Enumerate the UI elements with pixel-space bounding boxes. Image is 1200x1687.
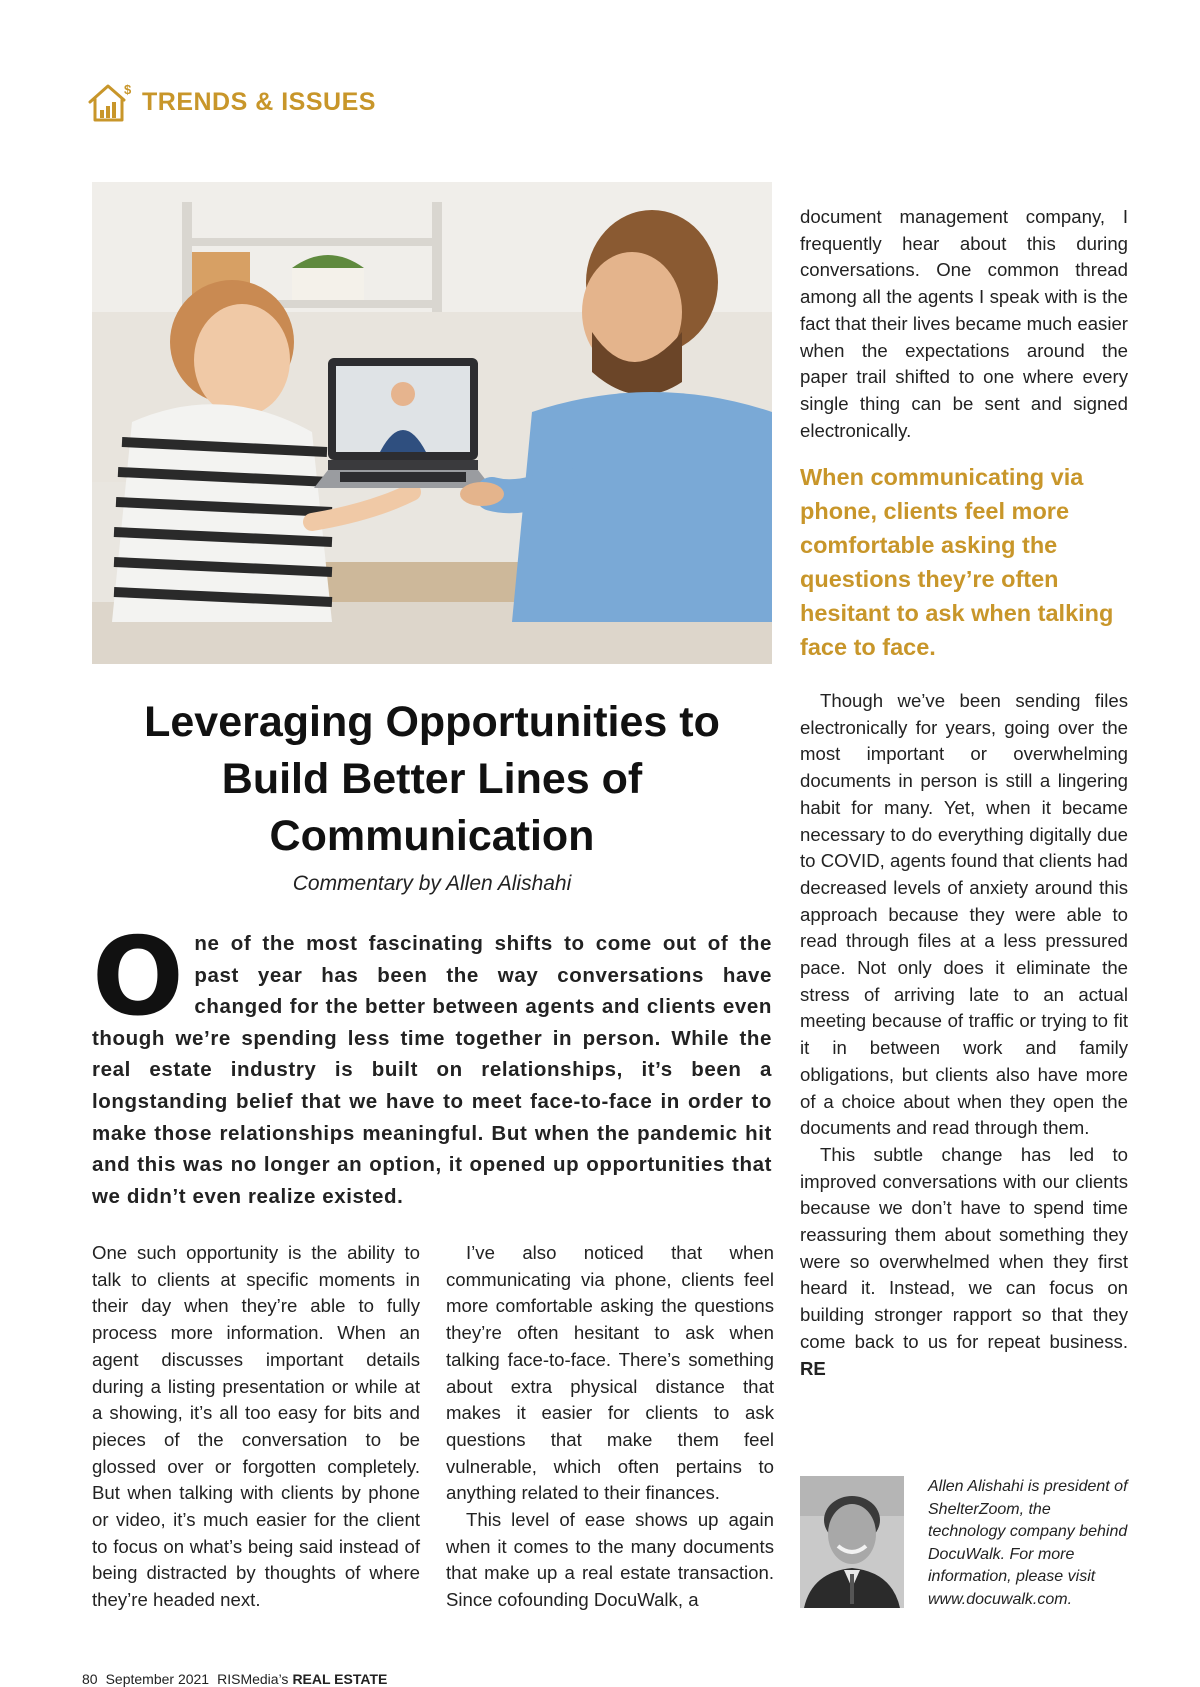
body-paragraph: Though we’ve been sending files electronically for years, going over the most important or overwhelming documents in person is still a lingering habit for many. Yet, when it became necessary to do everything digitally due to COVID, agents found that clients had decreased levels of anxiety around this approach because they were able to read through files at a less pressured pace. Not only does it eliminate the stress of arriving late to an actual meeting because of traffic or trying to fit it in between work and family obligations, but clients also have more of a choice about when they open the documents and read through them. (800, 690, 1128, 1139)
article-title: Leveraging Opportunities to Build Better Lines of Communication (144, 698, 720, 860)
publication-name: REAL ESTATE (292, 1671, 388, 1687)
issue-date: September 2021 (105, 1671, 210, 1687)
svg-text:$: $ (124, 82, 132, 97)
body-column-left (92, 1240, 420, 1614)
page-footer (82, 1671, 395, 1687)
publication-prefix: RISMedia’s (217, 1671, 289, 1687)
body-paragraph: document management company, I frequently hear about this during conversations. One common thread among all the agents I speak with is the fact that their lives became much easier when the expectations around the paper trail shifted to one where every single thing can be sent and signed electronically. (800, 206, 1128, 441)
author-bio: Allen Alishahi is president of ShelterZoom, the technology company behind DocuWalk. For more information, please visit www.docuwalk.com. (928, 1478, 1128, 1608)
body-paragraph: This level of ease shows up again when it comes to the many documents that make up a real estate transaction. Since cofounding DocuWalk, a (446, 1509, 774, 1611)
body-column-right (800, 688, 1128, 1382)
drop-cap: O (92, 915, 185, 1040)
lead-text: ne of the most fascinating shifts to come out of the past year has been the way conversations have changed for the better between agents and clients even though we’re spending less time together in person. While the real estate industry is built on relationships, it’s been a longstanding belief that we have to meet face-to-face in order to make those relationships meaningful. But when the pandemic hit and this was no longer an option, it opened up opportunities that we didn’t even realize existed. (92, 932, 772, 1208)
body-paragraph-text: This subtle change has led to improved conversations with our clients because we don’t have to spend time reassuring them about something they were so overwhelmed when they first heard it. Instead, we can focus on building stronger rapport so that they come back to us for repeat business. (800, 1143, 1128, 1352)
body-column-middle (446, 1240, 774, 1614)
body-paragraph: I’ve also noticed that when communicating via phone, clients feel more comfortable asking the questions they’re often hesitant to ask when talking face-to-face. There’s something about extra physical distance that makes it easier for clients to ask questions that make them feel vulnerable, which often pertains to anything related to their finances. (446, 1242, 774, 1504)
page-number: 80 (82, 1671, 98, 1687)
body-paragraph: One such opportunity is the ability to talk to clients at specific moments in their day when they’re able to fully process more information. When an agent discusses important details during a listing presentation or while at a showing, it’s all too easy for bits and pieces of the conversation to be glossed over or forgotten completely. But when talking with clients by phone or video, it’s much easier for the client to focus on what’s being said instead of being distracted by thoughts of where they’re headed next. (92, 1242, 420, 1611)
house-chart-icon (86, 80, 134, 124)
body-column-right-top (800, 204, 1128, 444)
article-byline: Commentary by Allen Alishahi (292, 872, 572, 895)
lead-paragraph (92, 915, 772, 1212)
section-header (86, 80, 376, 124)
section-label: TRENDS & ISSUES (142, 87, 376, 116)
pull-quote: When communicating via phone, clients feel more comfortable asking the questions they’re often hesitant to ask when talking face to face. (800, 464, 1114, 660)
body-paragraph-final (800, 1142, 1128, 1382)
couple-video-call-photo (92, 182, 772, 664)
author-headshot-photo (800, 1476, 904, 1608)
end-mark: RE (800, 1357, 826, 1379)
